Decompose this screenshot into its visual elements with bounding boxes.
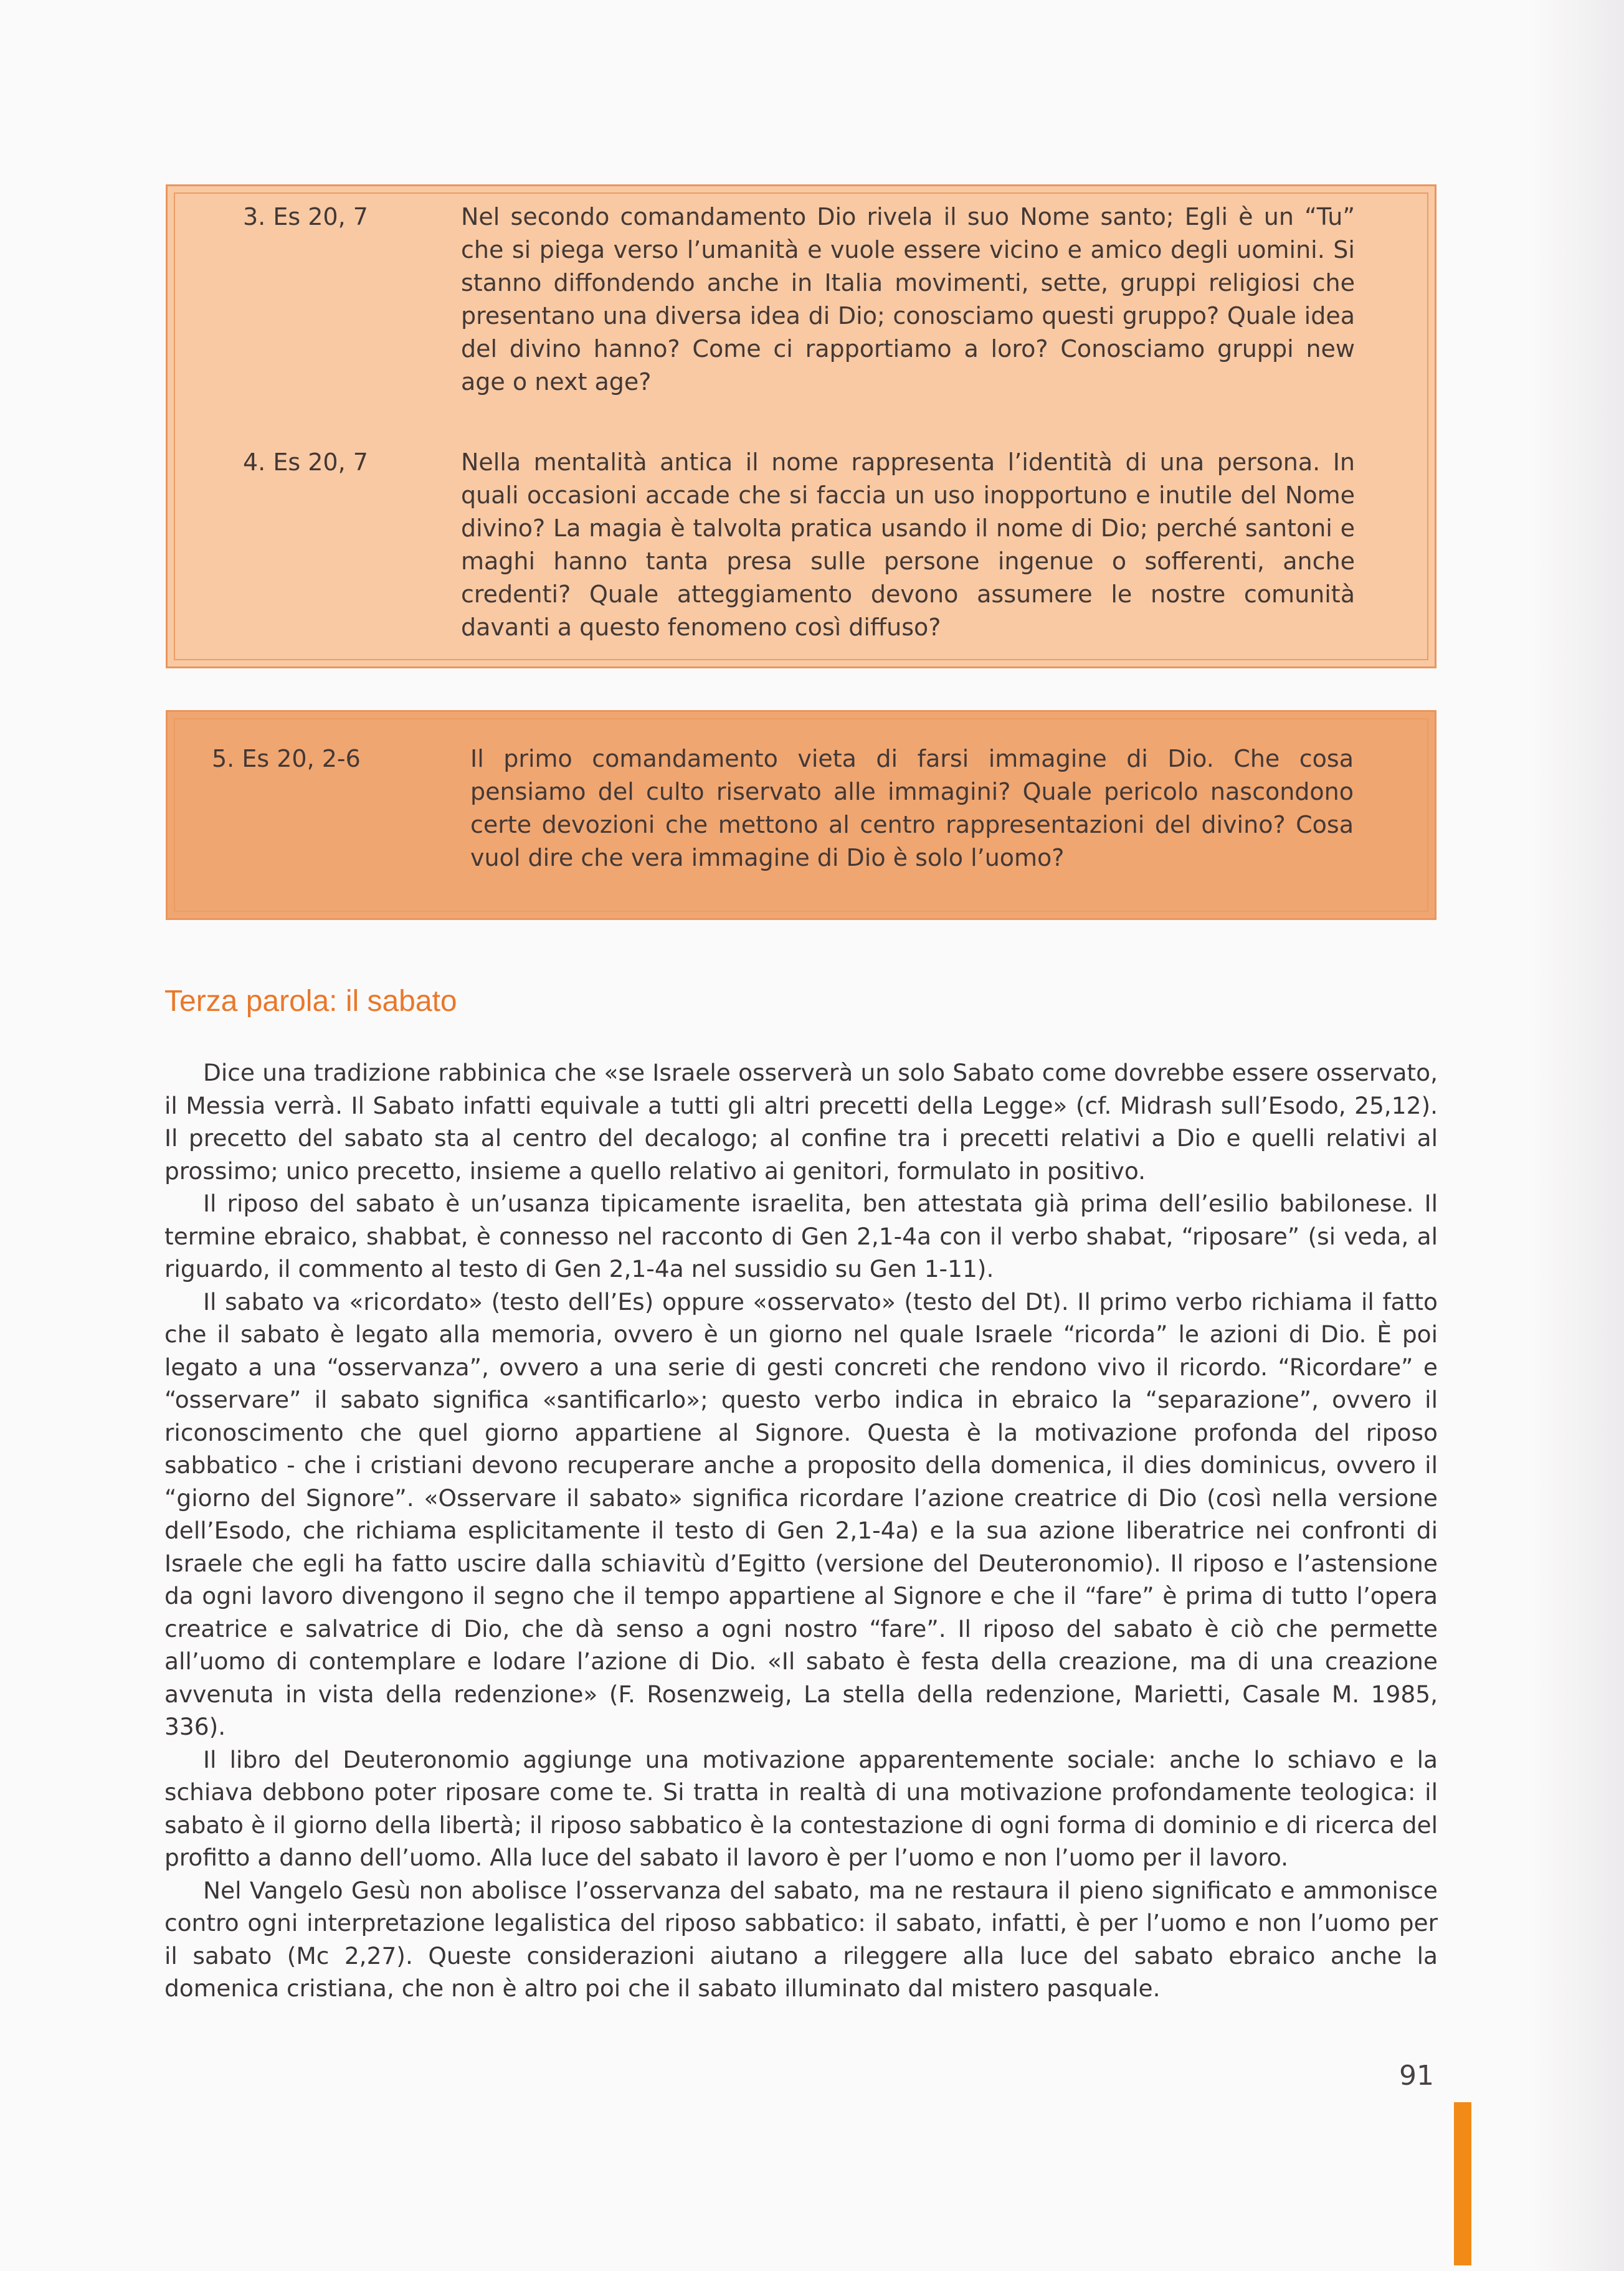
page-accent-bar	[1454, 2102, 1471, 2265]
question-text: Nella mentalità antica il nome rappresenta l’identità di una persona. In quali occasioni accade che si faccia un uso inopportuno e inutile del Nome divino? La magia è talvolta pratica usando il nome di Dio; perché santoni e maghi hanno tanta presa sulle persone ingenue o sofferenti, anche credenti? Quale atteggiamento devono assumere le nostre comunità davanti a questo fenomeno così diffuso?	[461, 448, 1355, 641]
paragraph: Il riposo del sabato è un’usanza tipicamente israelita, ben attestata già prima dell’esilio babilonese. Il termine ebraico, shabbat, è connesso nel racconto di Gen 2,1-4a con il verbo shabat, “riposare” (si veda, al riguardo, il commento al testo di Gen 2,1-4a nel sussidio su Gen 1-11).	[164, 1190, 1438, 1282]
question-text: Il primo comandamento vieta di farsi immagine di Dio. Che cosa pensiamo del culto riservato alle immagini? Quale pericolo nascondono certe devozioni che mettono al centro rappresentazioni del divino? Cosa vuol dire che vera immagine di Dio è solo l’uomo?	[470, 745, 1354, 871]
section-title: Terza parola: il sabato	[164, 985, 457, 1018]
paragraph: Nel Vangelo Gesù non abolisce l’osservanza del sabato, ma ne restaura il pieno significato e ammonisce contro ogni interpretazione legalistica del riposo sabbatico: il sabato, infatti, è per l’uomo e non l’uomo per il sabato (Mc 2,27). Queste considerazioni aiutano a rileggere alla luce del sabato ebraico anche la domenica cristiana, che non è altro poi che il sabato illuminato dal mistero pasquale.	[164, 1876, 1438, 2002]
question-text: Nel secondo comandamento Dio rivela il suo Nome santo; Egli è un “Tu” che si piega verso l’umanità e vuole essere vicino e amico degli uomini. Si stanno diffondendo anche in Italia movimenti, sette, gruppi religiosi che presentano una diversa idea di Dio; conosciamo questi gruppo? Quale idea del divino hanno? Come ci rapportiamo a loro? Conosciamo gruppi new age o next age?	[461, 203, 1355, 396]
question-reference: 5. Es 20, 2-6	[212, 745, 361, 772]
page-edge-shadow	[1531, 0, 1624, 2271]
body-text	[164, 1056, 1438, 2005]
page-number: 91	[1399, 2060, 1434, 2092]
paragraph: Dice una tradizione rabbinica che «se Israele osserverà un solo Sabato come dovrebbe essere osservato, il Messia verrà. Il Sabato infatti equivale a tutti gli altri precetti della Legge» (cf. Midrash sull’Esodo, 25,12). Il precetto del sabato sta al centro del decalogo; al confine tra i precetti relativi a Dio e quelli relativi al prossimo; unico precetto, insieme a quello relativo ai genitori, formulato in positivo.	[164, 1059, 1438, 1185]
paragraph: Il libro del Deuteronomio aggiunge una motivazione apparentemente sociale: anche lo schiavo e la schiava debbono poter riposare come te. Si tratta in realtà di una motivazione profondamente teologica: il sabato è il giorno della libertà; il riposo sabbatico è la contestazione di ogni forma di dominio e di ricerca del profitto a danno dell’uomo. Alla luce del sabato il lavoro è per l’uomo e non l’uomo per il lavoro.	[164, 1745, 1438, 1871]
question-reference: 4. Es 20, 7	[243, 448, 368, 476]
question-reference: 3. Es 20, 7	[243, 203, 368, 230]
paragraph: Il sabato va «ricordato» (testo dell’Es) oppure «osservato» (testo del Dt). Il primo verbo richiama il fatto che il sabato è legato alla memoria, ovvero è un giorno nel quale Israele “ricorda” le azioni di Dio. È poi legato a una “osservanza”, ovvero a una serie di gesti concreti che rendono vivo il ricordo. “Ricordare” e “osservare” il sabato significa «santificarlo»; questo verbo indica in ebraico la “separazione”, ovvero il riconoscimento che quel giorno appartiene al Signore. Questa è la motivazione profonda del riposo sabbatico - che i cristiani devono recuperare anche a proposito della domenica, il dies dominicus, ovvero il “giorno del Signore”. «Osservare il sabato» significa ricordare l’azione creatrice di Dio (così nella versione dell’Esodo, che richiama esplicitamente il testo di Gen 2,1-4a) e la sua azione liberatrice nei confronti di Israele che egli ha fatto uscire dalla schiavitù d’Egitto (versione del Deuteronomio). Il riposo e l’astensione da ogni lavoro divengono il segno che il tempo appartiene al Signore e che il “fare” è prima di tutto l’opera creatrice e salvatrice di Dio, che dà senso a ogni nostro “fare”. Il riposo del sabato è ciò che permette all’uomo di contemplare e lodare l’azione di Dio. «Il sabato è festa della creazione, ma di una creazione avvenuta in vista della redenzione» (F. Rosenzweig, La stella della redenzione, Marietti, Casale M. 1985, 336).	[164, 1287, 1438, 1740]
